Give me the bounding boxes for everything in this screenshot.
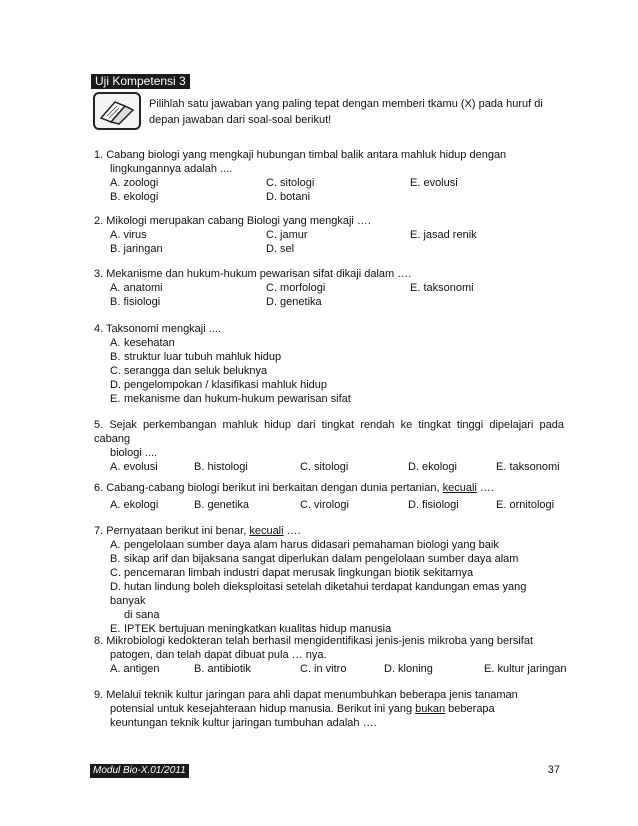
option-a[interactable]: A. pengelolaan sumber daya alam harus didasari pemahaman biologi yang baik bbox=[110, 539, 499, 551]
page-number: 37 bbox=[547, 764, 560, 776]
question-6: 6. Cabang-cabang biologi berikut ini berkaitan dengan dunia pertanian, kecuali …. A. ekologi B. genetika C. virologi D. fisiologi E. ornitologi bbox=[94, 482, 555, 511]
option-b[interactable]: B. struktur luar tubuh mahluk hidup bbox=[110, 351, 282, 363]
emphasis-kecuali: kecuali bbox=[442, 482, 477, 494]
option-d[interactable]: D. sel bbox=[266, 243, 295, 255]
option-a[interactable]: A. antigen bbox=[110, 663, 160, 675]
module-code: Modul Bio-X.01/2011 bbox=[90, 764, 189, 778]
question-9: 9. Melalui teknik kultur jaringan para ahli dapat menumbuhkan beberapa jenis tanaman potensial untuk kesejahteraan hidup manusia. Berikut ini yang bukan beberapa keuntungan teknik kultur jaringan tumbuhan adalah …. bbox=[94, 689, 518, 729]
option-a[interactable]: A. evolusi bbox=[110, 461, 158, 473]
option-e[interactable]: E. taksonomi bbox=[496, 461, 560, 473]
option-d[interactable]: D. botani bbox=[266, 191, 311, 203]
option-c[interactable]: C. serangga dan seluk beluknya bbox=[110, 365, 268, 377]
emphasis-kecuali: kecuali bbox=[249, 525, 284, 537]
option-c[interactable]: C. in vitro bbox=[300, 663, 347, 675]
question-3: 3. Mekanisme dan hukum-hukum pewarisan sifat dikaji dalam …. A. anatomi C. morfologi E. taksonomi B. fisiologi D. genetika bbox=[94, 268, 474, 308]
option-a[interactable]: A. zoologi bbox=[110, 177, 159, 189]
option-b[interactable]: B. genetika bbox=[194, 499, 250, 511]
option-a[interactable]: A. anatomi bbox=[110, 282, 163, 294]
question-2: 2. Mikologi merupakan cabang Biologi yang mengkaji …. A. virus C. jamur E. jasad renik B. jaringan D. sel bbox=[94, 215, 477, 255]
option-a[interactable]: A. virus bbox=[110, 229, 147, 241]
question-4: 4. Taksonomi mengkaji .... A. kesehatan B. struktur luar tubuh mahluk hidup C. serangga dan seluk beluknya D. pengelompokan / klasifikasi mahluk hidup E. mekanisme dan hukum-hukum pewarisan sifat bbox=[94, 322, 564, 406]
option-c[interactable]: C. sitologi bbox=[300, 461, 349, 473]
option-e[interactable]: E. evolusi bbox=[410, 177, 458, 189]
option-e[interactable]: E. kultur jaringan bbox=[484, 663, 567, 675]
emphasis-bukan: bukan bbox=[415, 703, 446, 715]
page-footer bbox=[90, 764, 560, 778]
question-8: 8. Mikrobiologi kedokteran telah berhasil mengidentifikasi jenis-jenis mikroba yang bersifat patogen, dan telah dapat dibuat pula … nya. A. antigen B. antibiotik C. in vitro D. kloning E. kultur jaringan bbox=[94, 635, 567, 675]
option-e[interactable]: E. IPTEK bertujuan meningkatkan kualitas hidup manusia bbox=[110, 623, 392, 635]
option-b[interactable]: B. ekologi bbox=[110, 191, 159, 203]
option-b[interactable]: B. histologi bbox=[194, 461, 248, 473]
instruction-text: Pilihlah satu jawaban yang paling tepat dengan memberi tkamu (X) pada huruf di depan jawaban dari soal-soal berikut! bbox=[149, 98, 543, 126]
option-c[interactable]: C. virologi bbox=[300, 499, 349, 511]
option-c[interactable]: C. pencemaran limbah industri dapat merusak lingkungan biotik sekitarnya bbox=[110, 567, 474, 579]
option-b[interactable]: B. antibiotik bbox=[194, 663, 251, 675]
section-title: Uji Kompetensi 3 bbox=[91, 74, 190, 89]
option-d[interactable]: D. genetika bbox=[266, 296, 322, 308]
option-b[interactable]: B. jaringan bbox=[110, 243, 163, 255]
option-c[interactable]: C. morfologi bbox=[266, 282, 326, 294]
option-b[interactable]: B. sikap arif dan bijaksana sangat diperlukan dalam pengelolaan sumber daya alam bbox=[110, 553, 519, 565]
option-c[interactable]: C. sitologi bbox=[266, 177, 315, 189]
option-e[interactable]: E. taksonomi bbox=[410, 282, 474, 294]
question-5: 5. Sejak perkembangan mahluk hidup dari tingkat rendah ke tingkat tinggi dipelajari pada cabang biologi .... A. evolusi B. histologi C. sitologi D. ekologi E. taksonomi bbox=[94, 419, 564, 473]
open-book-icon bbox=[93, 92, 141, 130]
option-d[interactable]: D. fisiologi bbox=[408, 499, 459, 511]
option-e[interactable]: E. mekanisme dan hukum-hukum pewarisan sifat bbox=[110, 393, 351, 405]
option-a[interactable]: A. kesehatan bbox=[110, 337, 175, 349]
question-1: 1. Cabang biologi yang mengkaji hubungan timbal balik antara mahluk hidup dengan lingkungannya adalah .... A. zoologi C. sitologi E. evolusi B. ekologi D. botani bbox=[94, 149, 507, 203]
option-e[interactable]: E. ornitologi bbox=[496, 499, 555, 511]
option-e[interactable]: E. jasad renik bbox=[410, 229, 477, 241]
option-d[interactable]: D. hutan lindung boleh dieksploitasi setelah diketahui terdapat kandungan emas yang banyak bbox=[110, 581, 527, 607]
option-b[interactable]: B. fisiologi bbox=[110, 296, 161, 308]
question-7: 7. Pernyataan berikut ini benar, kecuali …. A. pengelolaan sumber daya alam harus didasari pemahaman biologi yang baik B. sikap arif dan bijaksana sangat diperlukan dalam pengelolaan sumber daya alam C. pencemaran limbah industri dapat merusak lingkungan biotik sekitarnya D. hutan lindung boleh dieksploitasi setelah diketahui terdapat kandungan emas yang banyak di sana E. IPTEK bertujuan meningkatkan kualitas hidup manusia bbox=[94, 524, 564, 636]
option-a[interactable]: A. ekologi bbox=[110, 499, 159, 511]
option-d[interactable]: D. kloning bbox=[384, 663, 433, 675]
option-c[interactable]: C. jamur bbox=[266, 229, 308, 241]
option-d[interactable]: D. ekologi bbox=[408, 461, 457, 473]
option-d-continued: di sana bbox=[124, 609, 160, 621]
option-d[interactable]: D. pengelompokan / klasifikasi mahluk hidup bbox=[110, 379, 328, 391]
